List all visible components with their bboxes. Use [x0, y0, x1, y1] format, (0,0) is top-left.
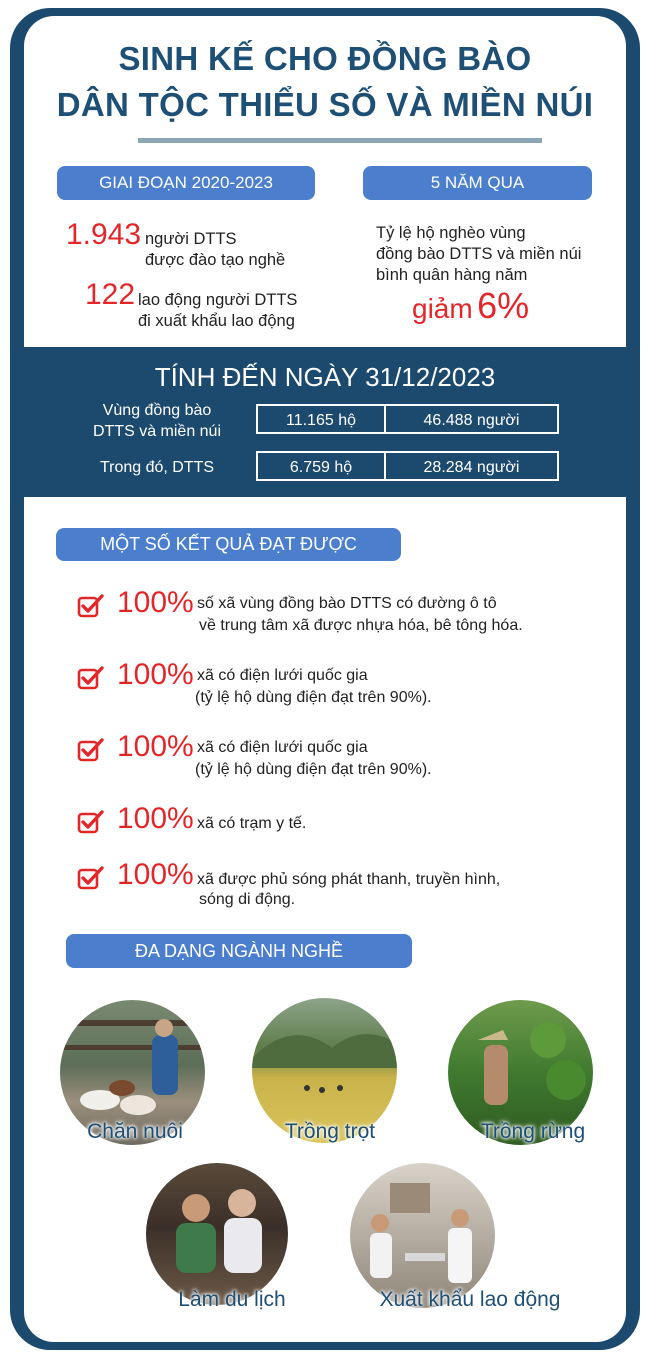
- caption-forest: Trồng rừng: [480, 1120, 586, 1143]
- results-badge: MỘT SỐ KẾT QUẢ ĐẠT ĐƯỢC: [56, 528, 401, 561]
- row1-households: 11.165 hộ: [256, 404, 386, 434]
- row1-label-line-1: Vùng đồng bào: [102, 402, 212, 419]
- result-line-1: xã có trạm y tế.: [197, 815, 307, 832]
- page-title-line-1: SINH KẾ CHO ĐỒNG BÀO: [118, 40, 532, 77]
- caption-tourism: Làm du lịch: [178, 1288, 286, 1311]
- check-icon: [77, 664, 105, 692]
- result-line-1: số xã vùng đồng bào DTTS có đường ô tô: [197, 595, 497, 612]
- check-icon: [77, 808, 105, 836]
- caption-livestock: Chăn nuôi: [87, 1120, 183, 1143]
- result-line-1: xã có điện lưới quốc gia: [197, 667, 368, 684]
- check-icon: [77, 864, 105, 892]
- check-icon: [77, 592, 105, 620]
- row1-label: [72, 400, 242, 442]
- poverty-decrease: [412, 285, 529, 327]
- period-badge: GIAI ĐOẠN 2020-2023: [57, 166, 315, 200]
- export-labor-count: 122: [85, 278, 136, 311]
- export-labor-label-2: đi xuất khẩu lao động: [138, 312, 295, 330]
- result-pct: 100%: [117, 802, 194, 835]
- export-labor-label-1: lao động người DTTS: [138, 291, 298, 309]
- check-icon: [77, 736, 105, 764]
- result-line-2: (tỷ lệ hộ dùng điện đạt trên 90%).: [195, 761, 432, 778]
- trained-count: 1.943: [66, 218, 142, 251]
- result-pct: 100%: [117, 658, 194, 691]
- result-line-1: xã có điện lưới quốc gia: [197, 739, 368, 756]
- result-pct: 100%: [117, 586, 194, 619]
- diversify-badge: ĐA DẠNG NGÀNH NGHỀ: [66, 934, 412, 968]
- labor-export-photo: [350, 1163, 495, 1308]
- labor-export-illustration: [350, 1163, 495, 1308]
- trained-label-1: người DTTS: [145, 230, 237, 248]
- result-line-2: (tỷ lệ hộ dùng điện đạt trên 90%).: [195, 689, 432, 706]
- result-pct: 100%: [117, 858, 194, 891]
- tourism-photo: [146, 1163, 288, 1305]
- decrease-word: giảm: [412, 293, 473, 324]
- page-title-line-2: DÂN TỘC THIỂU SỐ VÀ MIỀN NÚI: [56, 86, 594, 123]
- caption-crops: Trồng trọt: [284, 1120, 376, 1143]
- result-line-2: về trung tâm xã được nhựa hóa, bê tông hóa.: [199, 617, 523, 634]
- row2-households: 6.759 hộ: [256, 451, 386, 481]
- title-divider: [138, 138, 542, 143]
- result-pct: 100%: [117, 730, 194, 763]
- row1-people: 46.488 người: [384, 404, 559, 434]
- as-of-title: TÍNH ĐẾN NGÀY 31/12/2023: [154, 362, 496, 392]
- five-years-badge: 5 NĂM QUA: [363, 166, 592, 200]
- result-line-2: sóng di động.: [199, 891, 296, 908]
- poverty-line-1: Tỷ lệ hộ nghèo vùng: [376, 224, 526, 242]
- result-line-1: xã được phủ sóng phát thanh, truyền hình,: [197, 871, 501, 888]
- row2-label: Trong đó, DTTS: [99, 459, 215, 476]
- poverty-line-2: đồng bào DTTS và miền núi: [376, 245, 582, 263]
- row1-label-line-2: DTTS và miền núi: [92, 423, 222, 440]
- decrease-value: 6%: [477, 285, 530, 326]
- tourism-illustration: [146, 1163, 288, 1305]
- poverty-line-3: bình quân hàng năm: [376, 266, 528, 284]
- trained-label-2: được đào tạo nghề: [145, 251, 286, 269]
- row2-people: 28.284 người: [384, 451, 559, 481]
- caption-labor-export: Xuất khẩu lao động: [379, 1288, 561, 1311]
